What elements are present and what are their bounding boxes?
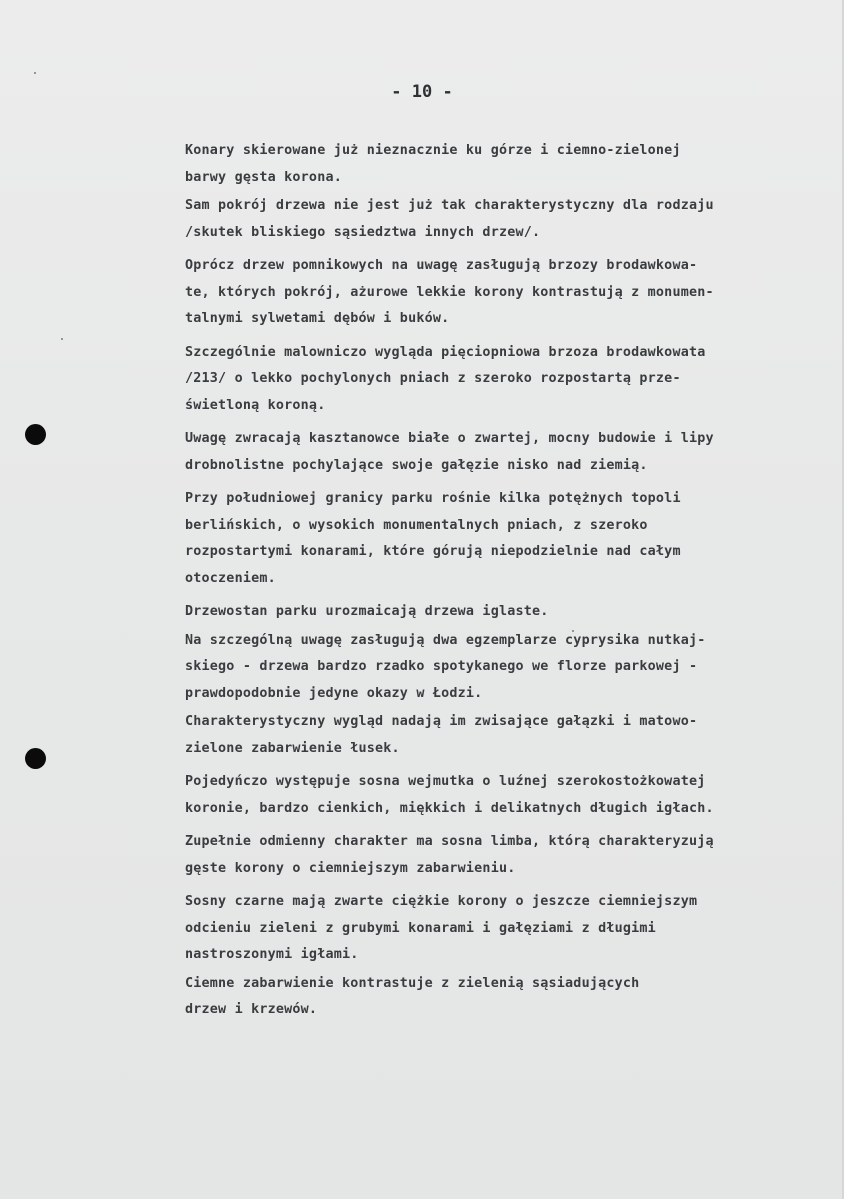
text-line: Przy południowej granicy parku rośnie kilka potężnych topoli xyxy=(185,491,681,506)
paper-speck xyxy=(61,338,63,340)
text-line: barwy gęsta korona. xyxy=(185,169,342,185)
text-line: prawdopodobnie jedyne okazy w Łodzi. xyxy=(185,685,483,701)
paragraph xyxy=(185,599,835,626)
text-line: Konary skierowane już nieznacznie ku górze i ciemno-zielonej xyxy=(185,143,681,158)
paragraph xyxy=(185,340,835,420)
paragraph xyxy=(185,486,835,592)
text-line: Szczególnie malowniczo wygląda pięciopniowa brzoza brodawkowata xyxy=(185,344,706,360)
text-line: drobnolistne pochylające swoje gałęzie nisko nad ziemią. xyxy=(185,457,648,473)
text-line: Uwagę zwracają kasztanowce białe o zwartej, mocny budowie i lipy xyxy=(185,431,714,446)
paragraph xyxy=(185,628,835,708)
text-line: te, których pokrój, ażurowe lekkie korony kontrastują z monumen- xyxy=(185,284,714,300)
text-line: Sam pokrój drzewa nie jest już tak charakterystyczny dla rodzaju xyxy=(185,198,714,213)
text-line: zielone zabarwienie łusek. xyxy=(185,740,400,756)
text-line: Na szczególną uwagę zasługują dwa egzemplarze cyprysika nutkaj- xyxy=(185,632,706,648)
text-line: gęste korony o ciemniejszym zabarwieniu. xyxy=(185,860,516,876)
text-line: /213/ o lekko pochylonych pniach z szeroko rozpostartą prze- xyxy=(185,371,681,386)
text-line: koronie, bardzo cienkich, miękkich i delikatnych długich igłach. xyxy=(185,800,714,816)
text-line: /skutek bliskiego sąsiedztwa innych drzew/. xyxy=(185,224,541,240)
text-line: talnymi sylwetami dębów i buków. xyxy=(185,311,450,326)
text-line: Oprócz drzew pomnikowych na uwagę zasługują brzozy brodawkowa- xyxy=(185,258,698,273)
text-line: berlińskich, o wysokich monumentalnych pniach, z szeroko xyxy=(185,517,648,533)
text-line: Drzewostan parku urozmaicają drzewa iglaste. xyxy=(185,604,549,619)
paragraph xyxy=(185,709,835,762)
paragraph xyxy=(185,253,835,333)
text-line: Pojedyńczo występuje sosna wejmutka o luźnej szerokostożkowatej xyxy=(185,774,706,789)
punch-hole xyxy=(25,748,46,769)
punch-hole xyxy=(25,424,46,445)
text-line: otoczeniem. xyxy=(185,570,276,586)
text-line: Charakterystyczny wygląd nadają im zwisające gałązki i matowo- xyxy=(185,714,698,729)
text-line: skiego - drzewa bardzo rzadko spotykanego we florze parkowej - xyxy=(185,659,698,674)
paragraph xyxy=(185,971,835,1024)
paragraph xyxy=(185,769,835,822)
paper-speck xyxy=(34,72,36,74)
paragraph xyxy=(185,426,835,479)
text-line: Ciemne zabarwienie kontrastuje z zielenią sąsiadujących xyxy=(185,975,640,991)
page-number: - 10 - xyxy=(391,82,453,102)
typed-text-body xyxy=(185,138,835,1024)
text-line: Sosny czarne mają zwarte ciężkie korony o jeszcze ciemniejszym xyxy=(185,894,698,909)
text-line: odcieniu zieleni z grubymi konarami i gałęziami z długimi xyxy=(185,920,656,936)
text-line: rozpostartymi konarami, które górują niepodzielnie nad całym xyxy=(185,544,681,559)
text-line: świetloną koroną. xyxy=(185,397,326,413)
paragraph xyxy=(185,138,835,191)
text-line: Zupełnie odmienny charakter ma sosna limba, którą charakteryzują xyxy=(185,834,714,849)
paragraph xyxy=(185,889,835,969)
text-line: nastroszonymi igłami. xyxy=(185,947,359,962)
text-line: drzew i krzewów. xyxy=(185,1002,318,1017)
paragraph xyxy=(185,829,835,882)
paragraph xyxy=(185,193,835,246)
